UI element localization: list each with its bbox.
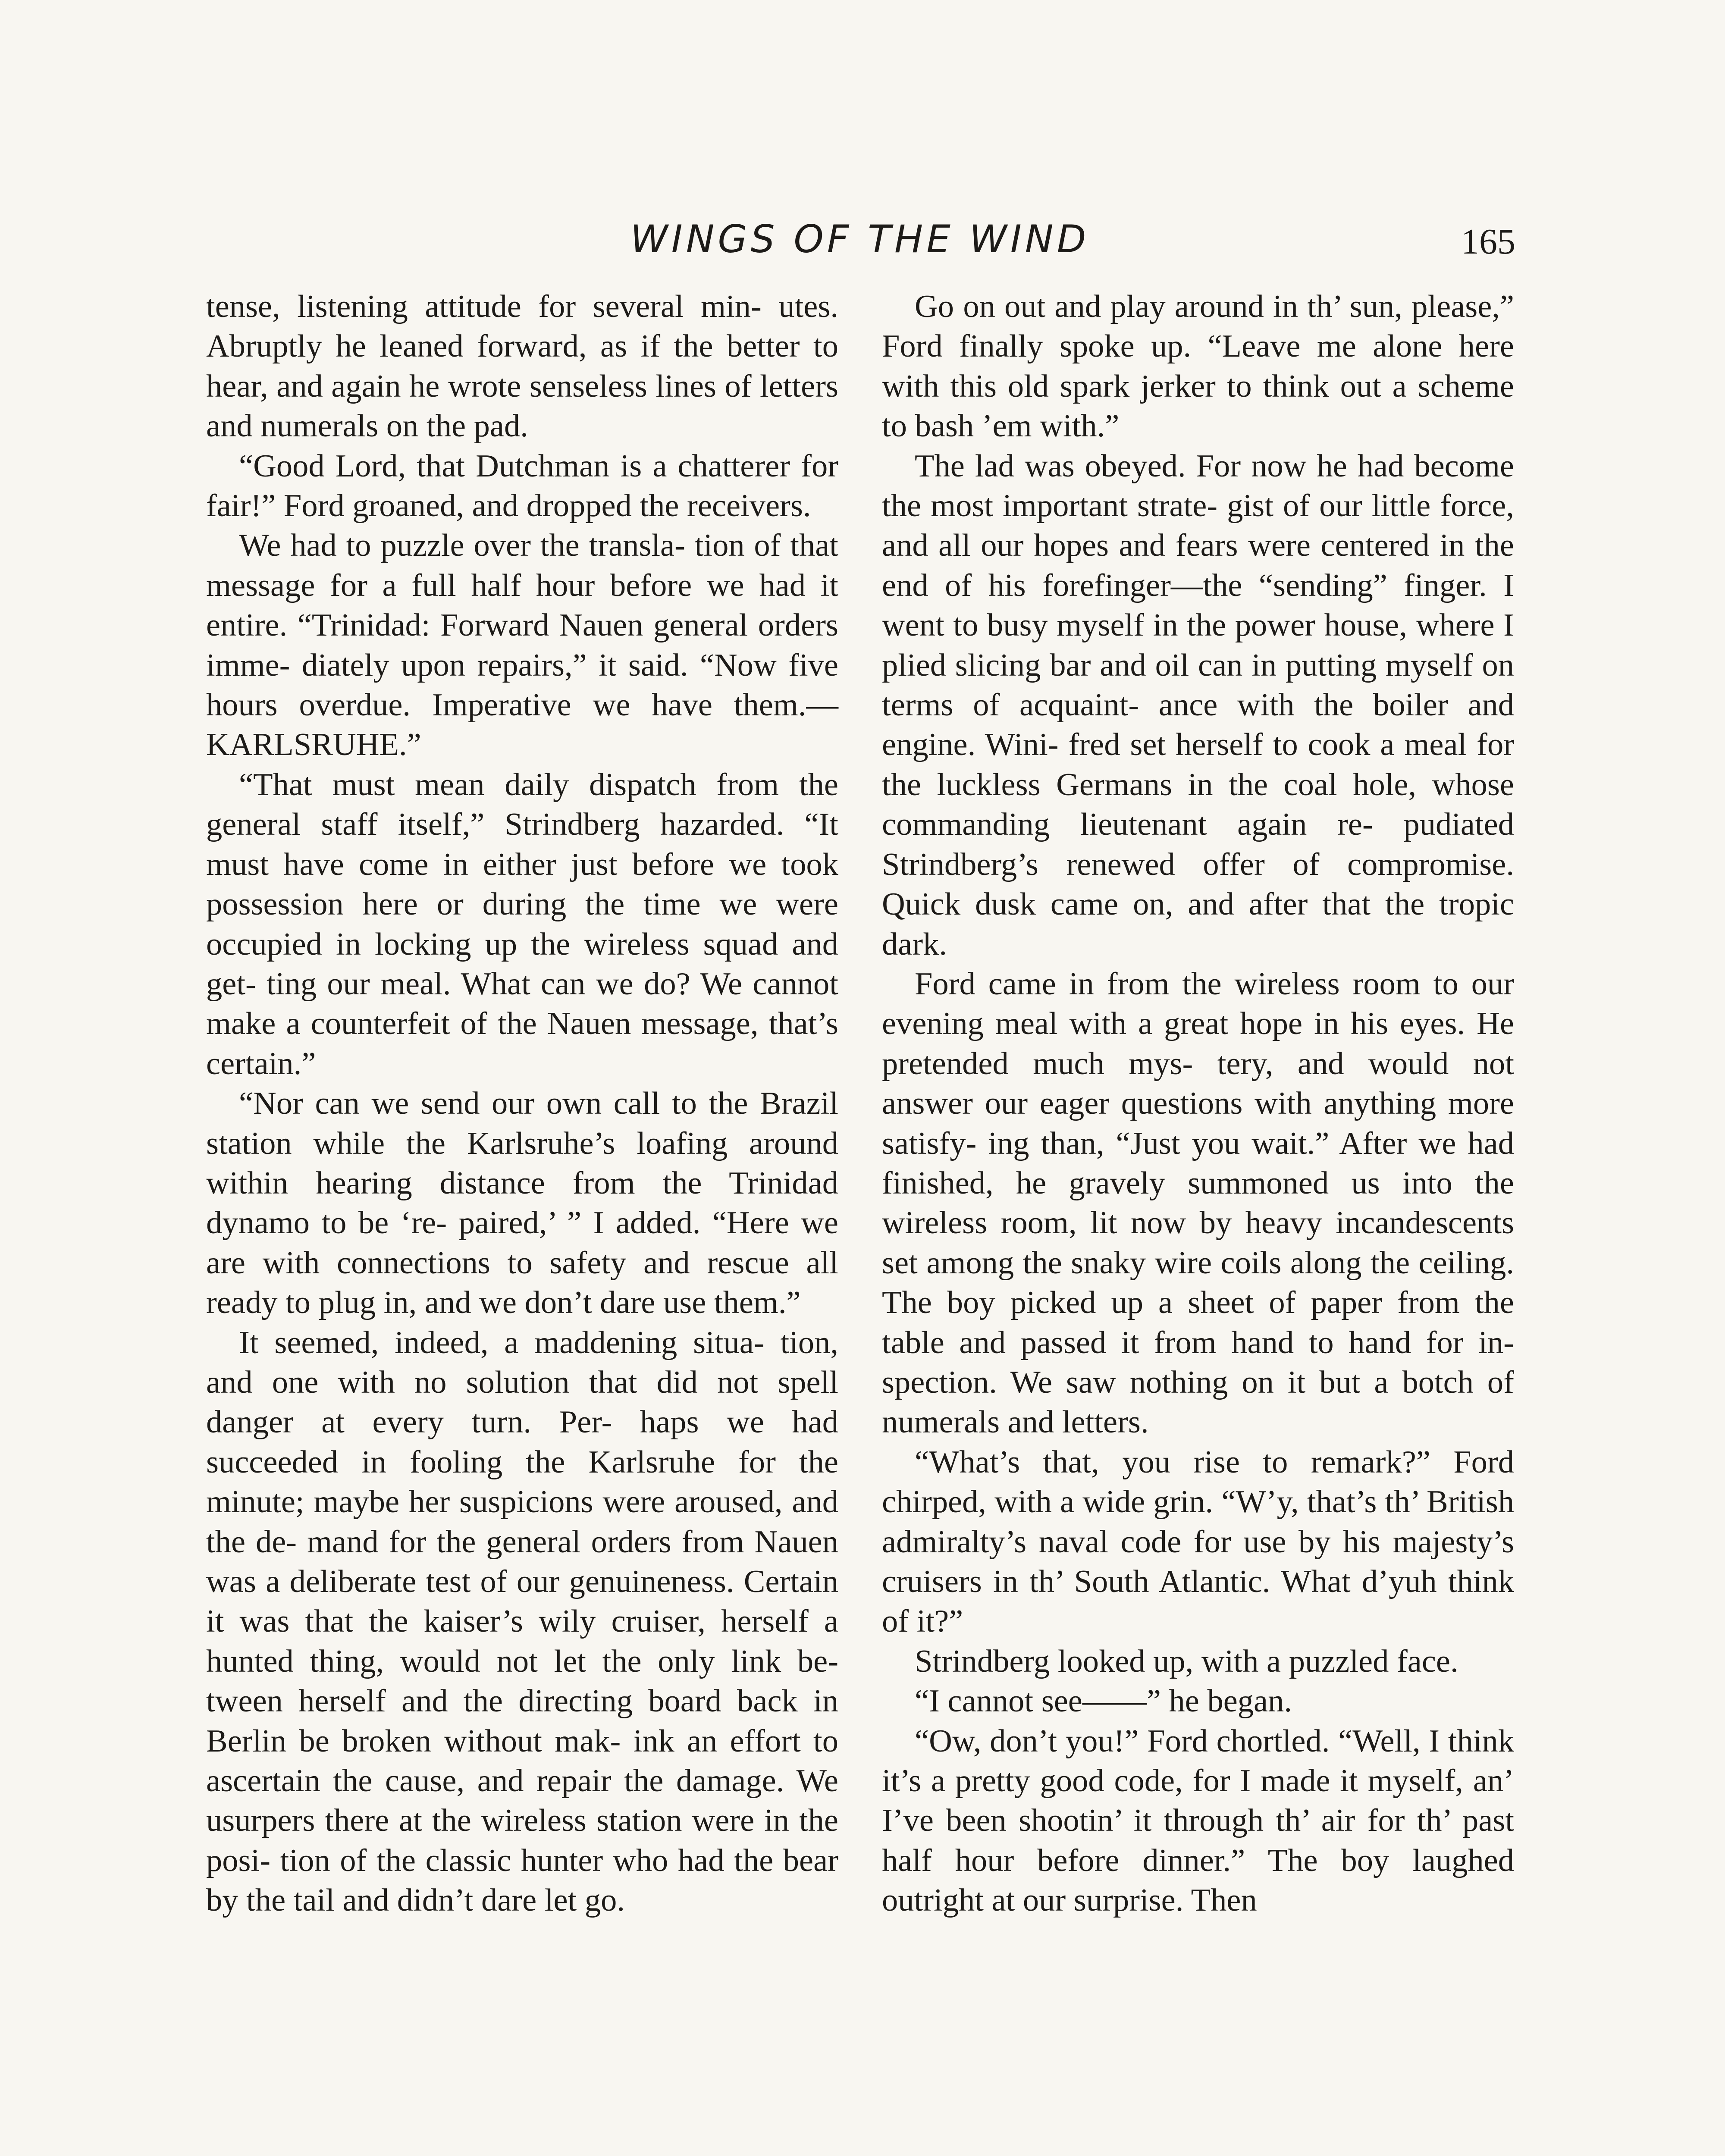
left-column bbox=[206, 287, 838, 1921]
paragraph: “That must mean daily dispatch from the general staff itself,” Strindberg hazarded. “It must have come in either just before we took possession here or during the time we were occupied in locking up the wireless squad and get- ting our meal. What can we do? We cannot make a counterfeit of the Nauen message, that’s certain.” bbox=[206, 767, 838, 1081]
page-number: 165 bbox=[1461, 222, 1515, 262]
paragraph: “Good Lord, that Dutchman is a chatterer for fair!” Ford groaned, and dropped the receivers. bbox=[206, 448, 838, 524]
paragraph: The lad was obeyed. For now he had become the most important strate- gist of our little force, and all our hopes and fears were centered in the end of his forefinger—the “sending” finger. I went to busy myself in the power house, where I plied slicing bar and oil can in putting myself on terms of acquaint- ance with the boiler and engine. Wini- fred set herself to cook a meal for the luckless Germans in the coal hole, whose commanding lieutenant again re- pudiated Strindberg’s renewed offer of compromise. Quick dusk came on, and after that the tropic dark. bbox=[882, 448, 1514, 962]
paragraph: Strindberg looked up, with a puzzled face. bbox=[915, 1643, 1458, 1679]
running-title: WINGS OF THE WIND bbox=[630, 217, 1090, 261]
paragraph: “What’s that, you rise to remark?” Ford chirped, with a wide grin. “W’y, that’s th’ British admiralty’s naval code for use by his majesty’s cruisers in th’ South Atlantic. What d’yuh think of it?” bbox=[882, 1444, 1514, 1639]
paragraph: It seemed, indeed, a maddening situa- tion, and one with no solution that did not spell danger at every turn. Per- haps we had succeeded in fooling the Karlsruhe for the minute; maybe her suspicions were aroused, and the de- mand for the general orders from Nauen was a deliberate test of our genuineness. Certain it was that the kaiser’s wily cruiser, herself a hunted thing, would not let the only link be- tween herself and the directing board back in Berlin be broken without mak- ink an effort to ascertain the cause, and repair the damage. We usurpers there at the wireless station were in the posi- tion of the classic hunter who had the bear by the tail and didn’t dare let go. bbox=[206, 1325, 838, 1918]
paragraph: “Ow, don’t you!” Ford chortled. “Well, I think it’s a pretty good code, for I made it myself, an’ I’ve been shootin’ it through th’ air for th’ past half hour before dinner.” The boy laughed outright at our surprise. Then bbox=[882, 1723, 1514, 1918]
page-header bbox=[204, 216, 1515, 272]
right-column bbox=[882, 287, 1514, 1921]
paragraph: “Nor can we send our own call to the Brazil station while the Karlsruhe’s loafing around within hearing distance from the Trinidad dynamo to be ‘re- paired,’ ” I added. “Here we are with connections to safety and rescue all ready to plug in, and we don’t dare use them.” bbox=[206, 1086, 838, 1321]
paragraph: “I cannot see——” he began. bbox=[915, 1683, 1292, 1719]
paragraph: Go on out and play around in th’ sun, please,” Ford finally spoke up. “Leave me alone here with this old spark jerker to think out a scheme to bash ’em with.” bbox=[882, 289, 1514, 444]
paragraph: We had to puzzle over the transla- tion of that message for a full half hour before we had it entire. “Trinidad: Forward Nauen general orders imme- diately upon repairs,” it said. “Now five hours overdue. Imperative we have them.—KARLSRUHE.” bbox=[206, 528, 838, 763]
paragraph: Ford came in from the wireless room to our evening meal with a great hope in his eyes. He pretended much mys- tery, and would not answer our eager questions with anything more satisfy- ing than, “Just you wait.” After we had finished, he gravely summoned us into the wireless room, lit now by heavy incandescents set among the snaky wire coils along the ceiling. The boy picked up a sheet of paper from the table and passed it from hand to hand for in- spection. We saw nothing on it but a botch of numerals and letters. bbox=[882, 966, 1514, 1440]
paragraph: tense, listening attitude for several min- utes. Abruptly he leaned forward, as if the better to hear, and again he wrote senseless lines of letters and numerals on the pad. bbox=[206, 289, 838, 444]
